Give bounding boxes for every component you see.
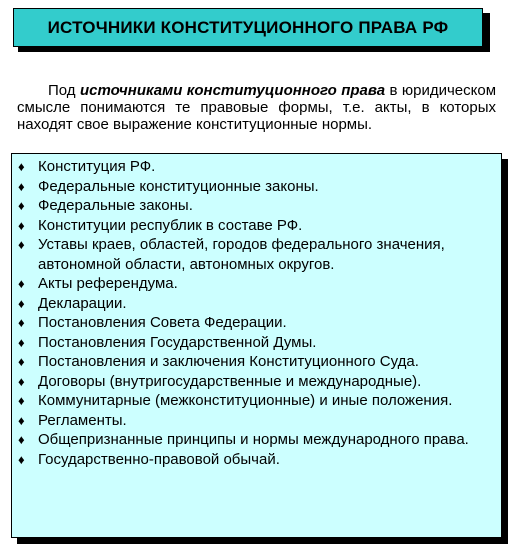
diamond-bullet-icon: ♦ xyxy=(18,237,25,252)
list-item xyxy=(12,411,501,431)
intro-emphasis: источниками конституционного права xyxy=(79,82,386,99)
list-item xyxy=(12,294,501,314)
list-item xyxy=(12,177,501,197)
list-item-text: Акты референдума. xyxy=(38,275,178,292)
list-item xyxy=(12,391,501,411)
list-item xyxy=(12,313,501,333)
list-item xyxy=(12,196,501,216)
list-item xyxy=(12,274,501,294)
list-item-text: Конституция РФ. xyxy=(38,158,156,175)
diamond-bullet-icon: ♦ xyxy=(18,354,25,369)
list-item xyxy=(12,450,501,470)
list-item-text: Регламенты. xyxy=(38,411,127,429)
list-item-text: Федеральные конституционные законы. xyxy=(38,177,319,195)
list-item-text: Декларации. xyxy=(38,294,127,312)
list-item-text: Постановления Государственной Думы. xyxy=(38,333,317,351)
list-item xyxy=(12,333,501,353)
page-title: ИСТОЧНИКИ КОНСТИТУЦИОННОГО ПРАВА РФ xyxy=(47,17,449,37)
intro-suffix: в юридическом смысле понимаются те правовые формы, т.е. акты, в которых находят свое выражение конституционные нормы. xyxy=(17,82,497,133)
list-item xyxy=(12,430,501,450)
diamond-bullet-icon: ♦ xyxy=(18,295,25,311)
diamond-bullet-icon: ♦ xyxy=(18,412,25,428)
list-item-text: Государственно-правовой обычай. xyxy=(38,450,280,468)
list-item-text: Коммунитарные (межконституционные) и иные положения. xyxy=(38,392,453,409)
diamond-bullet-icon: ♦ xyxy=(18,178,25,194)
diamond-bullet-icon: ♦ xyxy=(18,217,25,233)
diamond-bullet-icon: ♦ xyxy=(18,159,25,174)
list-item-text: Уставы краев, областей, городов федерального значения, автономной области, автономных округов. xyxy=(38,236,445,273)
list-item xyxy=(12,216,501,236)
diamond-bullet-icon: ♦ xyxy=(18,393,25,408)
list-item-text: Постановления и заключения Конституционного Суда. xyxy=(38,353,419,370)
list-item-text: Общепризнанные принципы и нормы международного права. xyxy=(38,431,469,448)
list-item xyxy=(12,157,501,177)
list-item-text: Федеральные законы. xyxy=(38,197,193,214)
sources-list xyxy=(12,154,501,469)
list-item xyxy=(12,372,501,392)
diamond-bullet-icon: ♦ xyxy=(18,198,25,213)
sources-list-box xyxy=(11,153,502,538)
diamond-bullet-icon: ♦ xyxy=(18,451,25,467)
title-banner xyxy=(13,8,483,47)
list-item-text: Конституции республик в составе РФ. xyxy=(38,216,303,234)
diamond-bullet-icon: ♦ xyxy=(18,315,25,330)
intro-prefix: Под xyxy=(48,82,80,99)
list-item xyxy=(12,352,501,372)
diamond-bullet-icon: ♦ xyxy=(18,432,25,447)
diamond-bullet-icon: ♦ xyxy=(18,276,25,291)
list-item-text: Договоры (внутригосударственные и международные). xyxy=(38,372,422,390)
list-item xyxy=(12,235,501,274)
diamond-bullet-icon: ♦ xyxy=(18,334,25,350)
list-item-text: Постановления Совета Федерации. xyxy=(38,314,287,331)
intro-paragraph xyxy=(17,82,496,133)
diamond-bullet-icon: ♦ xyxy=(18,373,25,389)
